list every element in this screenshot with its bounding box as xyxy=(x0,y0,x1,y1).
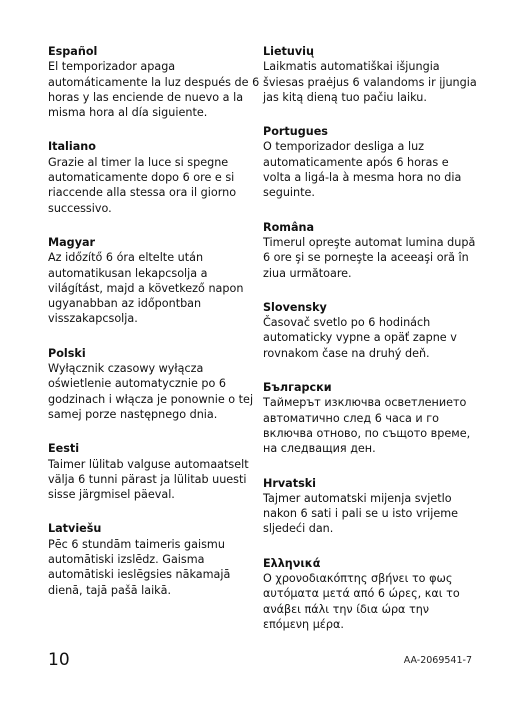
language-heading: Italiano xyxy=(48,140,96,154)
language-heading: Magyar xyxy=(48,235,96,249)
language-heading: Ελληνικά xyxy=(263,556,321,570)
language-heading: Español xyxy=(48,45,98,58)
right-column xyxy=(263,44,478,651)
section-italiano xyxy=(48,139,263,215)
section-text: Laikmatis automatiškai išjungia šviesas praėjus 6 valandoms ir įjungia jas kitą dieną tuo pačiu laiku. xyxy=(263,60,477,104)
section-hrvatski xyxy=(263,476,478,537)
language-heading: Portugues xyxy=(263,125,328,139)
document-code: AA-2069541-7 xyxy=(403,655,472,666)
section-text: Časovač svetlo po 6 hodinách automaticky vypne a opäť zapne v rovnakom čase na druhý deň. xyxy=(263,316,457,360)
section-lietuviu xyxy=(263,44,478,105)
section-text: Az időzítő 6 óra eltelte után automatikusan lekapcsolja a világítást, majd a következő napon ugyanabban az időpontban visszakapcsolja. xyxy=(48,251,244,326)
section-text: Wyłącznik czasowy wyłącza oświetlenie automatycznie po 6 godzinach i włącza je ponownie o tej samej porze następnego dnia. xyxy=(48,362,254,421)
section-ellinika xyxy=(263,556,478,632)
language-heading: Български xyxy=(263,381,332,395)
section-text: Ο χρονοδιακόπτης σβήνει το φως αυτόματα μετά από 6 ώρες, και το ανάβει πάλι την ίδια ώρα την επόμενη μέρα. xyxy=(263,572,460,631)
section-espanol xyxy=(48,44,263,120)
section-text: Timerul opreşte automat lumina după 6 ore şi se porneşte la aceeaşi oră în ziua următoare. xyxy=(263,235,476,280)
section-text: Таймерът изключва осветлението автоматично след 6 часа и го включва отново, по същото време, на следващия ден. xyxy=(263,396,471,456)
section-text: Taimer lülitab valguse automaatselt välja 6 tunni pärast ja lülitab uuesti sisse järgmisel päeval. xyxy=(48,457,249,502)
page-number: 10 xyxy=(48,650,70,670)
language-heading: Latviešu xyxy=(48,522,102,536)
section-polski xyxy=(48,346,263,422)
language-heading: Româna xyxy=(263,220,315,234)
left-column xyxy=(48,44,263,617)
section-text: Pēc 6 stundām taimeris gaismu automātiski izslēdz. Gaisma automātiski ieslēgsies nākamajā dienā, tajā pašā laikā. xyxy=(48,537,231,597)
language-heading: Eesti xyxy=(48,442,80,456)
section-bulgarski xyxy=(263,380,478,456)
language-heading: Hrvatski xyxy=(263,476,317,490)
section-text: O temporizador desliga a luz automaticamente após 6 horas e volta a ligá-la à mesma hora no dia seguinte. xyxy=(263,140,462,200)
section-magyar xyxy=(48,235,263,327)
language-heading: Lietuvių xyxy=(263,45,314,58)
language-heading: Polski xyxy=(48,346,86,360)
section-slovensky xyxy=(263,300,478,361)
section-eesti xyxy=(48,441,263,502)
section-text: Tajmer automatski mijenja svjetlo nakon 6 sati i pali se u isto vrijeme sljedeći dan. xyxy=(263,491,459,536)
section-latviesu xyxy=(48,521,263,597)
section-text: El temporizador apaga automáticamente la luz después de 6 horas y las enciende de nuevo a la misma hora al día siguiente. xyxy=(48,60,260,120)
section-text: Grazie al timer la luce si spegne automaticamente dopo 6 ore e si riaccende alla stessa ora il giorno successivo. xyxy=(48,155,237,215)
language-heading: Slovensky xyxy=(263,300,327,314)
section-portugues xyxy=(263,124,478,200)
section-romana xyxy=(263,220,478,281)
